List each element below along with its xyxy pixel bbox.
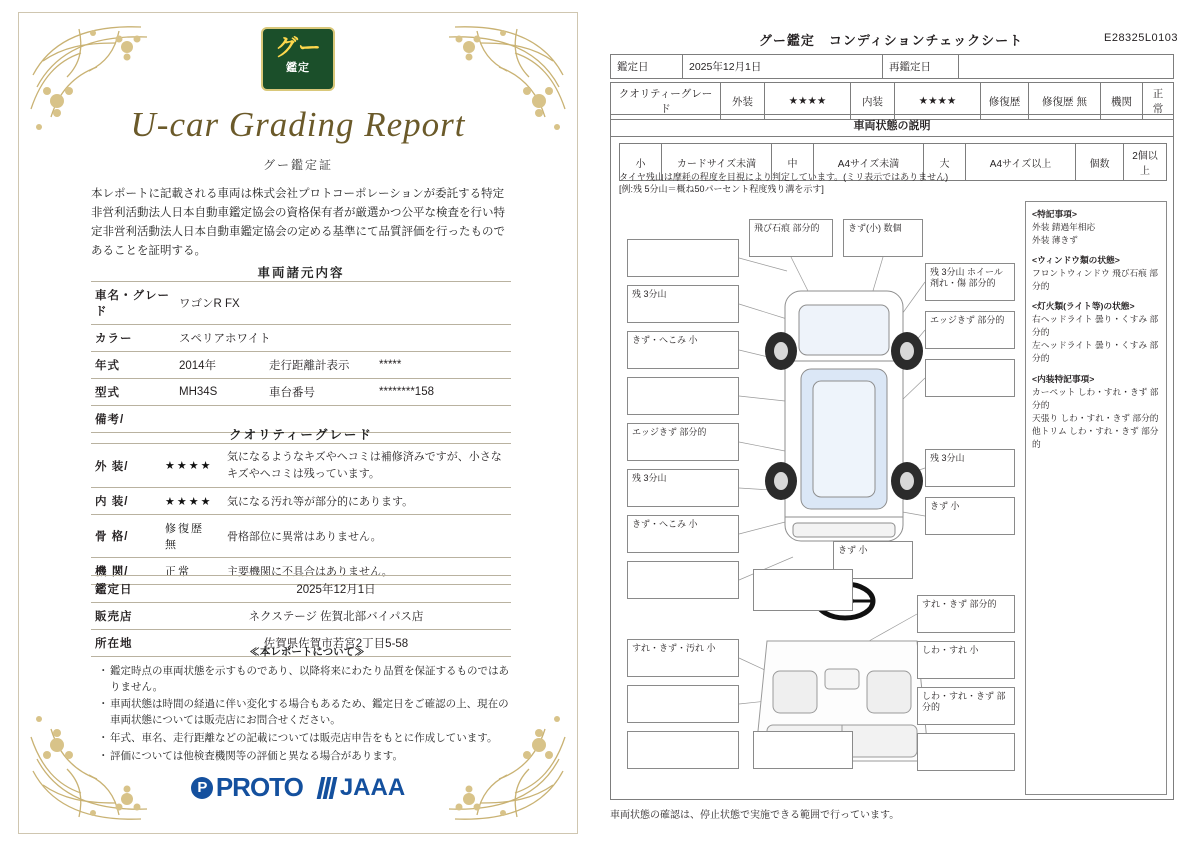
page-title: U-car Grading Report <box>130 105 466 144</box>
quality-text: 骨格部位に異常はありません。 <box>223 515 511 558</box>
callout-c04: 残 3分山 <box>627 285 739 323</box>
jaaa-bars-icon <box>319 777 335 799</box>
callout-c17 <box>753 569 853 611</box>
repair-value: 修復歴 無 <box>1029 83 1101 120</box>
callout-c05: 残 3分山 ホイール剤れ・傷 部分的 <box>925 263 1015 301</box>
spec-label: 備考/ <box>91 406 175 433</box>
tire-note-line1: タイヤ残山は摩耗の程度を目視により判定しています。(ミリ表示ではありません) <box>619 172 949 182</box>
table-row <box>91 379 511 406</box>
callout-c02: 飛び石痕 部分的 <box>749 219 833 257</box>
size-label-medium: 中 <box>772 144 814 181</box>
quality-label: 内 装/ <box>91 488 161 515</box>
callout-c11: 残 3分山 <box>627 469 739 507</box>
callout-c09 <box>925 359 1015 397</box>
notes-heading: ≪本レポートについて≫ <box>249 646 365 658</box>
table-row <box>91 515 511 558</box>
status-badge: 修復歴 無 <box>161 515 223 558</box>
page-subtitle: グー鑑定証 <box>262 158 333 172</box>
reinspection-date-value <box>959 55 1174 79</box>
callout-c25 <box>917 733 1015 771</box>
spec-value: スペリアホワイト <box>175 325 511 352</box>
remark-line: 外装 薄きず <box>1032 235 1078 246</box>
dealer-value: 2025年12月1日 <box>161 576 511 603</box>
table-row <box>91 444 511 488</box>
goo-kantei-logo <box>261 27 335 91</box>
status-badge: ★★★★ <box>161 488 223 515</box>
goo-logo-main: グー <box>275 34 321 60</box>
grade-label: クオリティーグレード <box>611 83 721 120</box>
proto-logo <box>191 772 303 803</box>
size-label-count: 個数 <box>1076 144 1124 181</box>
callout-c22 <box>627 685 739 723</box>
remark-group-lights <box>1032 300 1160 365</box>
reinspection-date-label: 再鑑定日 <box>883 55 959 79</box>
intro-paragraph: 本レポートに記載される車両は株式会社プロトコーポレーションが委託する特定非営利活動法人日本自動車鑑定協会の資格保有者が厳選かつ公平な検査を行い特定非営利活動法人日本自動車鑑定協会の定める基準にて品質評価を行ったものであることを証明する。 <box>91 188 505 257</box>
callout-c16: きず 小 <box>833 541 913 579</box>
spec-value: 2014年 <box>175 352 265 379</box>
remarks-box <box>1025 201 1167 795</box>
callout-c21: しわ・すれ・きず 部分的 <box>917 687 1015 725</box>
proto-logo-label: PROTO <box>215 772 303 802</box>
table-row <box>91 325 511 352</box>
remark-line: フロントウィンドウ 飛び石痕 部分的 <box>1032 268 1158 292</box>
grading-report-certificate <box>18 12 578 834</box>
remark-line: 他トリム しわ・すれ・きず 部分的 <box>1032 425 1159 449</box>
size-label-large: 大 <box>924 144 966 181</box>
size-desc-medium: A4サイズ未満 <box>814 144 924 181</box>
spec-label: 年式 <box>91 352 175 379</box>
callout-c15 <box>627 561 739 599</box>
spec-value: MH34S <box>175 379 265 406</box>
quality-label: 機 関/ <box>91 558 161 585</box>
engine-label: 機関 <box>1101 83 1143 120</box>
list-item: ・ 鑑定時点の車両状態を示すものであり、以降将来にわたり品質を保証するものではありません。 <box>110 664 517 696</box>
callout-c13: きず・へこみ 小 <box>627 515 739 553</box>
interior-label: 内装 <box>851 83 895 120</box>
sheet-code: E28325L0103 <box>1103 32 1178 44</box>
table-row <box>91 576 511 603</box>
quality-text: 主要機関に不具合はありません。 <box>223 558 511 585</box>
remark-group-interior <box>1032 373 1160 451</box>
sheet-title: グー鑑定 コンディションチェックシート <box>758 33 1024 48</box>
status-badge: 正常 <box>161 558 223 585</box>
remark-group-windows <box>1032 254 1160 293</box>
jaaa-logo-label: JAAA <box>339 773 406 801</box>
remark-line: 右ヘッドライト 曇り・くすみ 部分的 <box>1032 314 1159 338</box>
spec-label: 型式 <box>91 379 175 406</box>
callout-c01 <box>627 239 739 277</box>
quality-text: 気になる汚れ等が部分的にあります。 <box>223 488 511 515</box>
spec-label-2: 車台番号 <box>265 379 375 406</box>
quality-label: 骨 格/ <box>91 515 161 558</box>
list-item: ・ 車両状態は時間の経過に伴い変化する場合もあるため、鑑定日をご確認の上、現在の車両状態については販売店にお問合せください。 <box>110 697 517 729</box>
vehicle-spec-table <box>91 281 511 433</box>
size-desc-count: 2個以上 <box>1124 144 1167 181</box>
quality-grade-table <box>91 443 511 585</box>
remark-heading: <内装特記事項> <box>1032 373 1095 384</box>
quality-text: 気になるようなキズやヘコミは補修済みですが、小さなキズやヘコミは残っています。 <box>223 444 511 488</box>
callout-c24 <box>753 731 853 769</box>
callout-c14: きず 小 <box>925 497 1015 535</box>
callout-c10: エッジきず 部分的 <box>627 423 739 461</box>
repair-label: 修復歴 <box>981 83 1029 120</box>
brand-logos <box>19 772 577 803</box>
spec-label-2: 走行距離計表示 <box>265 352 375 379</box>
callout-c03: きず(小) 数個 <box>843 219 923 257</box>
spec-label: 車名・グレード <box>91 282 175 325</box>
dealer-value: ネクステージ 佐賀北部バイパス店 <box>161 603 511 630</box>
inspection-date-label: 鑑定日 <box>611 55 683 79</box>
callout-c06: きず・へこみ 小 <box>627 331 739 369</box>
callout-c20: しわ・すれ 小 <box>917 641 1015 679</box>
inspection-date-table <box>610 54 1174 79</box>
engine-value: 正常 <box>1143 83 1174 120</box>
remark-line: 天張り しわ・すれ・きず 部分的 <box>1032 412 1159 423</box>
size-label-small: 小 <box>620 144 662 181</box>
spec-value: ワゴンR FX <box>175 282 511 325</box>
table-row <box>611 55 1174 79</box>
proto-mark-icon: P <box>191 777 213 799</box>
tire-note <box>619 171 1167 195</box>
callout-c12: 残 3分山 <box>925 449 1015 487</box>
callout-c18: すれ・きず 部分的 <box>917 595 1015 633</box>
sheet-footnote: 車両状態の確認は、停止状態で実施できる範囲で行っています。 <box>610 810 900 821</box>
tire-note-line2: [例:残 5分山＝概ね50パーセント程度残り溝を示す] <box>619 184 824 195</box>
remark-line: カーペット しわ・すれ・きず 部分的 <box>1032 386 1159 410</box>
callout-c08 <box>627 377 739 415</box>
callout-c07: エッジきず 部分的 <box>925 311 1015 349</box>
dealer-label: 所在地 <box>91 630 161 657</box>
quality-heading: クオリティーグレード <box>229 428 373 442</box>
dealer-label: 販売店 <box>91 603 161 630</box>
quality-label: 外 装/ <box>91 444 161 488</box>
spec-heading: 車両諸元内容 <box>257 266 345 280</box>
panel-heading: 車両状態の説明 <box>611 115 1173 137</box>
interior-stars: ★★★★ <box>895 83 981 120</box>
list-item: ・ 年式、車名、走行距離などの記載については販売店申告をもとに作成しています。 <box>110 731 517 747</box>
status-badge: ★★★★ <box>161 444 223 488</box>
goo-logo-sub: 鑑定 <box>286 62 310 75</box>
remark-heading: <特記事項> <box>1032 209 1077 219</box>
callout-c19: すれ・きず・汚れ 小 <box>627 639 739 677</box>
jaaa-logo <box>319 774 405 802</box>
vehicle-condition-panel <box>610 114 1174 800</box>
exterior-stars: ★★★★ <box>765 83 851 120</box>
remark-heading: <ウィンドウ類の状態> <box>1032 255 1120 266</box>
spec-label: カラー <box>91 325 175 352</box>
exterior-label: 外装 <box>721 83 765 120</box>
condition-check-sheet <box>600 22 1182 822</box>
dealer-label: 鑑定日 <box>91 576 161 603</box>
spec-value-2: ********158 <box>375 379 511 406</box>
vehicle-diagram <box>617 201 1021 795</box>
remark-heading: <灯火類(ライト等)の状態> <box>1032 301 1135 312</box>
report-notes <box>97 645 517 766</box>
table-row <box>91 282 511 325</box>
remark-group-special <box>1032 208 1160 247</box>
table-row <box>91 603 511 630</box>
spec-value-2: ***** <box>375 352 511 379</box>
size-desc-large: A4サイズ以上 <box>966 144 1076 181</box>
callout-c23 <box>627 731 739 769</box>
inspection-date-value: 2025年12月1日 <box>683 55 883 79</box>
remark-line: 外装 錆過年相応 <box>1032 222 1096 233</box>
remark-line: 左ヘッドライト 曇り・くすみ 部分的 <box>1032 340 1159 364</box>
list-item: ・ 評価については他検査機関等の評価と異なる場合があります。 <box>110 749 517 765</box>
table-row <box>91 352 511 379</box>
dealer-value: 佐賀県佐賀市若宮2丁目5-58 <box>161 630 511 657</box>
table-row <box>91 488 511 515</box>
size-desc-small: カードサイズ未満 <box>662 144 772 181</box>
